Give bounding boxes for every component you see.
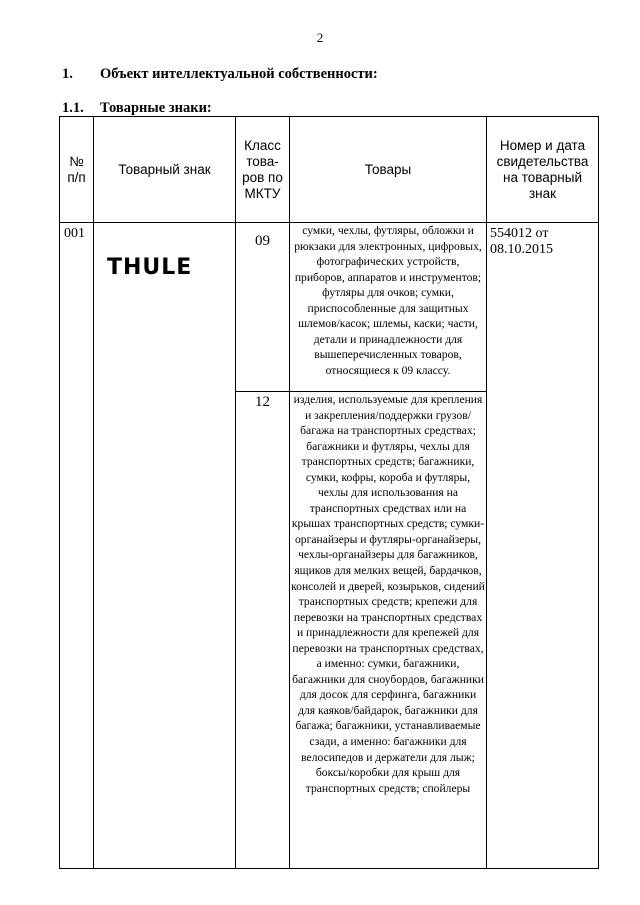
goods-class-09: сумки, чехлы, футляры, обложки и рюкзаки для электронных, цифровых, фотографических устройств, приборов, аппаратов и инструментов; футляры для очков; сумки, приспособленные для защитных шлемов/касок; шлемы, каски; части, детали и принадлежности для вышеперечисленных товаров, относящиеся к 09 классу. [290, 223, 487, 392]
class-09: 09 [236, 223, 290, 392]
subsection-number: 1.1. [62, 100, 84, 116]
header-class: Класс това-ров по МКТУ [236, 117, 290, 223]
header-certificate: Номер и дата свидетельства на товарный знак [487, 117, 599, 223]
goods-class-12: изделия, используемые для крепления и закрепления/поддержки грузов/багажа на транспортных средствах; багажники и футляры, чехлы для транспортных средств; багажники, сумки, кофры, короба и футляры, чехлы для использования на транспортных средствах или на крышах транспортных средств; сумки-органайзеры и футляры-органайзеры, чехлы-органайзеры для багажников, ящиков для мелких вещей, бардачков, консолей и дверей, козырьков, сидений транспортных средств; крепежи для перевозки на транспортных средствах и принадлежности для крепежей для перевозки на транспортных средствах, а именно: сумки, багажники, багажники для сноубордов, багажники для досок для серфинга, багажники для каяков/байдарок, багажники для багажа; багажники, устанавливаемые сзади, а именно: багажники для велосипедов и держатели для лыж; боксы/коробки для крыш для транспортных средств; спойлеры [290, 392, 487, 869]
table-row [60, 223, 599, 392]
row-number: 001 [60, 223, 94, 869]
page-number: 2 [316, 30, 324, 45]
subsection-title: Товарные знаки: [100, 100, 212, 116]
table-header-row [60, 117, 599, 223]
trademark-cell [94, 223, 236, 869]
certificate-number-date: 554012 от 08.10.2015 [487, 223, 599, 869]
thule-logo: THULE [107, 255, 193, 280]
header-mark: Товарный знак [94, 117, 236, 223]
header-num: № п/п [60, 117, 94, 223]
section-number: 1. [62, 66, 73, 82]
section-title: Объект интеллектуальной собственности: [100, 66, 378, 82]
class-12: 12 [236, 392, 290, 869]
header-goods: Товары [290, 117, 487, 223]
trademarks-table [59, 116, 599, 869]
